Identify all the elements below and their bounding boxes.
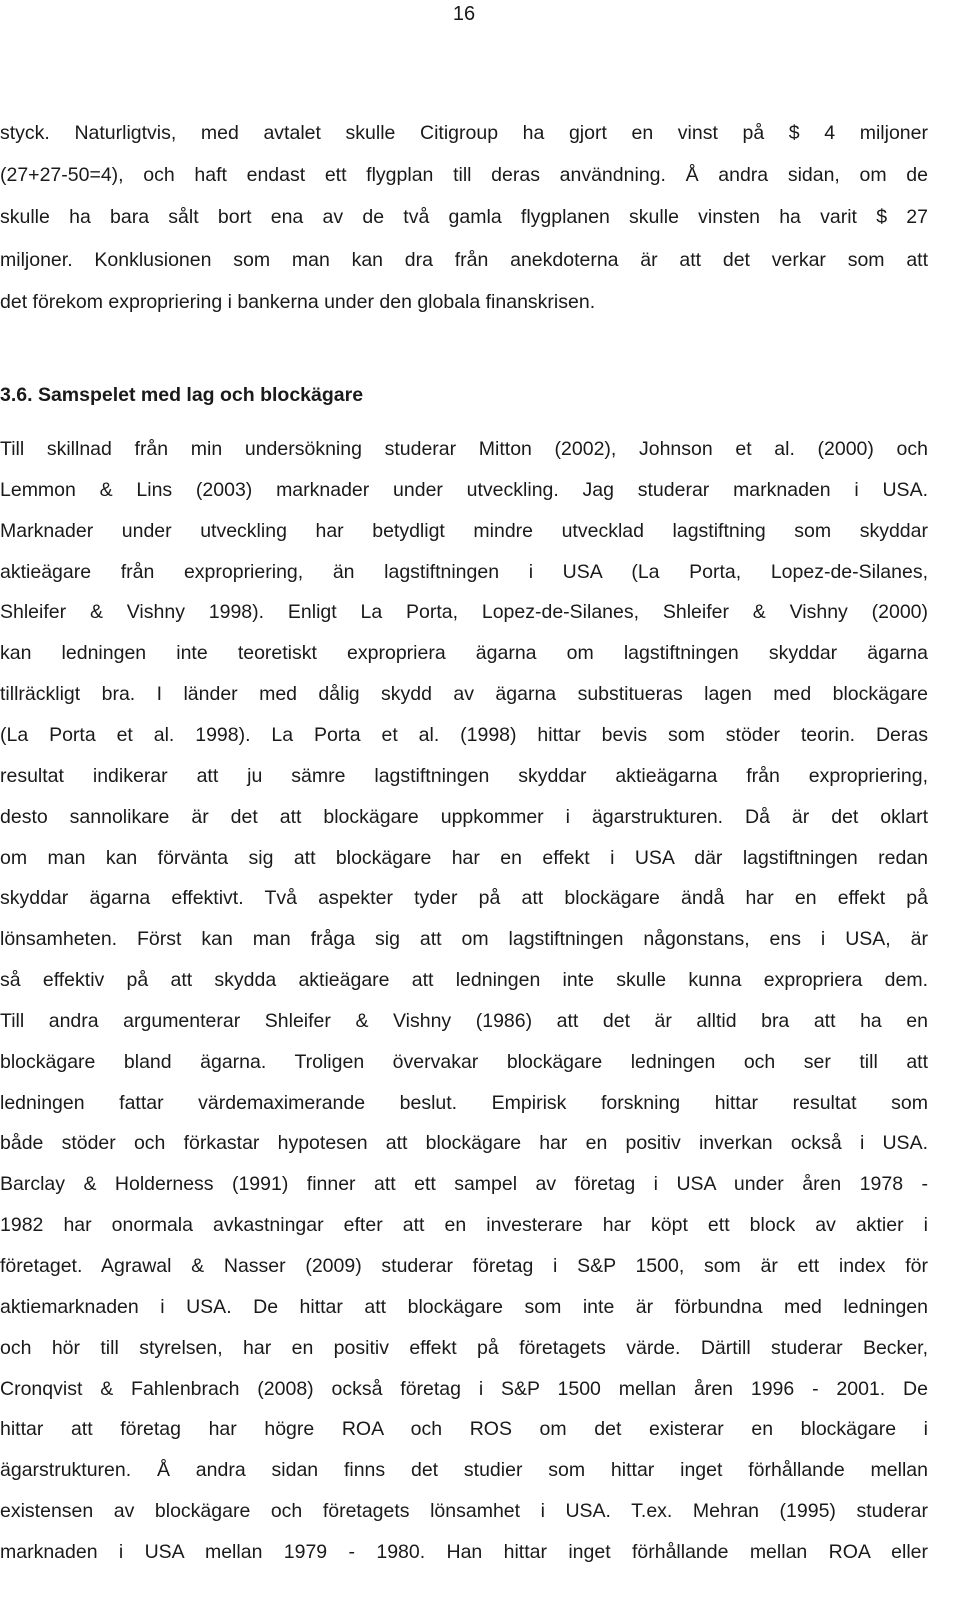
- text-line: blockägare bland ägarna. Troligen övervakar blockägare ledningen och ser till att: [0, 1050, 928, 1073]
- text-line: marknaden i USA mellan 1979 - 1980. Han hittar inget förhållande mellan ROA eller: [0, 1540, 928, 1563]
- text-line: skyddar ägarna effektivt. Två aspekter tyder på att blockägare ändå har en effekt på: [0, 887, 928, 910]
- text-line: Till andra argumenterar Shleifer & Vishny (1986) att det är alltid bra att ha en: [0, 1009, 928, 1032]
- text-line: aktieägare från expropriering, än lagstiftningen i USA (La Porta, Lopez-de-Silanes,: [0, 560, 928, 583]
- text-line: hittar att företag har högre ROA och ROS om det existerar en blockägare i: [0, 1418, 928, 1441]
- text-line: skulle ha bara sålt bort ena av de två gamla flygplanen skulle vinsten ha varit $ 27: [0, 206, 928, 229]
- section-heading: 3.6. Samspelet med lag och blockägare: [0, 384, 364, 406]
- text-line: företaget. Agrawal & Nasser (2009) studerar företag i S&P 1500, som är ett index för: [0, 1255, 928, 1277]
- text-line: Barclay & Holderness (1991) finner att ett sampel av företag i USA under åren 1978 -: [0, 1173, 928, 1196]
- text-line: Till skillnad från min undersökning studerar Mitton (2002), Johnson et al. (2000) och: [0, 438, 928, 460]
- text-line: Shleifer & Vishny 1998). Enligt La Porta, Lopez-de-Silanes, Shleifer & Vishny (2000): [0, 601, 928, 624]
- text-line: om man kan förvänta sig att blockägare har en effekt i USA där lagstiftningen redan: [0, 846, 928, 869]
- text-line: både stöder och förkastar hypotesen att blockägare har en positiv inverkan också i USA.: [0, 1132, 928, 1155]
- text-line: (La Porta et al. 1998). La Porta et al. (1998) hittar bevis som stöder teorin. Deras: [0, 723, 928, 746]
- text-line: 1982 har onormala avkastningar efter att en investerare har köpt ett block av aktier i: [0, 1214, 928, 1237]
- text-line: så effektiv på att skydda aktieägare att ledningen inte skulle kunna expropriera dem.: [0, 969, 928, 992]
- text-line: ledningen fattar värdemaximerande beslut. Empirisk forskning hittar resultat som: [0, 1091, 928, 1114]
- text-line: aktiemarknaden i USA. De hittar att blockägare som inte är förbundna med ledningen: [0, 1295, 928, 1318]
- text-line: ägarstrukturen. Å andra sidan finns det studier som hittar inget förhållande mellan: [0, 1459, 928, 1482]
- text-line: tillräckligt bra. I länder med dålig skydd av ägarna substitueras lagen med blockägare: [0, 683, 928, 706]
- text-line: och hör till styrelsen, har en positiv effekt på företagets värde. Därtill studerar Becker,: [0, 1336, 928, 1359]
- text-line: desto sannolikare är det att blockägare uppkommer i ägarstrukturen. Då är det oklart: [0, 805, 928, 828]
- text-line: Marknader under utveckling har betydligt mindre utvecklad lagstiftning som skyddar: [0, 519, 928, 542]
- text-line: Lemmon & Lins (2003) marknader under utveckling. Jag studerar marknaden i USA.: [0, 478, 928, 501]
- text-line: styck. Naturligtvis, med avtalet skulle Citigroup ha gjort en vinst på $ 4 miljoner: [0, 122, 928, 144]
- text-line: miljoner. Konklusionen som man kan dra från anekdoterna är att det verkar som att: [0, 248, 928, 271]
- text-line: resultat indikerar att ju sämre lagstiftningen skyddar aktieägarna från expropriering,: [0, 764, 928, 787]
- text-line: lönsamheten. Först kan man fråga sig att om lagstiftningen någonstans, ens i USA, är: [0, 928, 928, 951]
- text-line: det förekom expropriering i bankerna under den globala finanskrisen.: [0, 290, 596, 313]
- page-number: 16: [452, 3, 476, 25]
- text-line: kan ledningen inte teoretiskt expropriera ägarna om lagstiftningen skyddar ägarna: [0, 642, 928, 665]
- text-line: existensen av blockägare och företagets lönsamhet i USA. T.ex. Mehran (1995) studerar: [0, 1500, 928, 1523]
- text-line: (27+27-50=4), och haft endast ett flygplan till deras användning. Å andra sidan, om de: [0, 164, 928, 187]
- text-line: Cronqvist & Fahlenbrach (2008) också företag i S&P 1500 mellan åren 1996 - 2001. De: [0, 1377, 928, 1400]
